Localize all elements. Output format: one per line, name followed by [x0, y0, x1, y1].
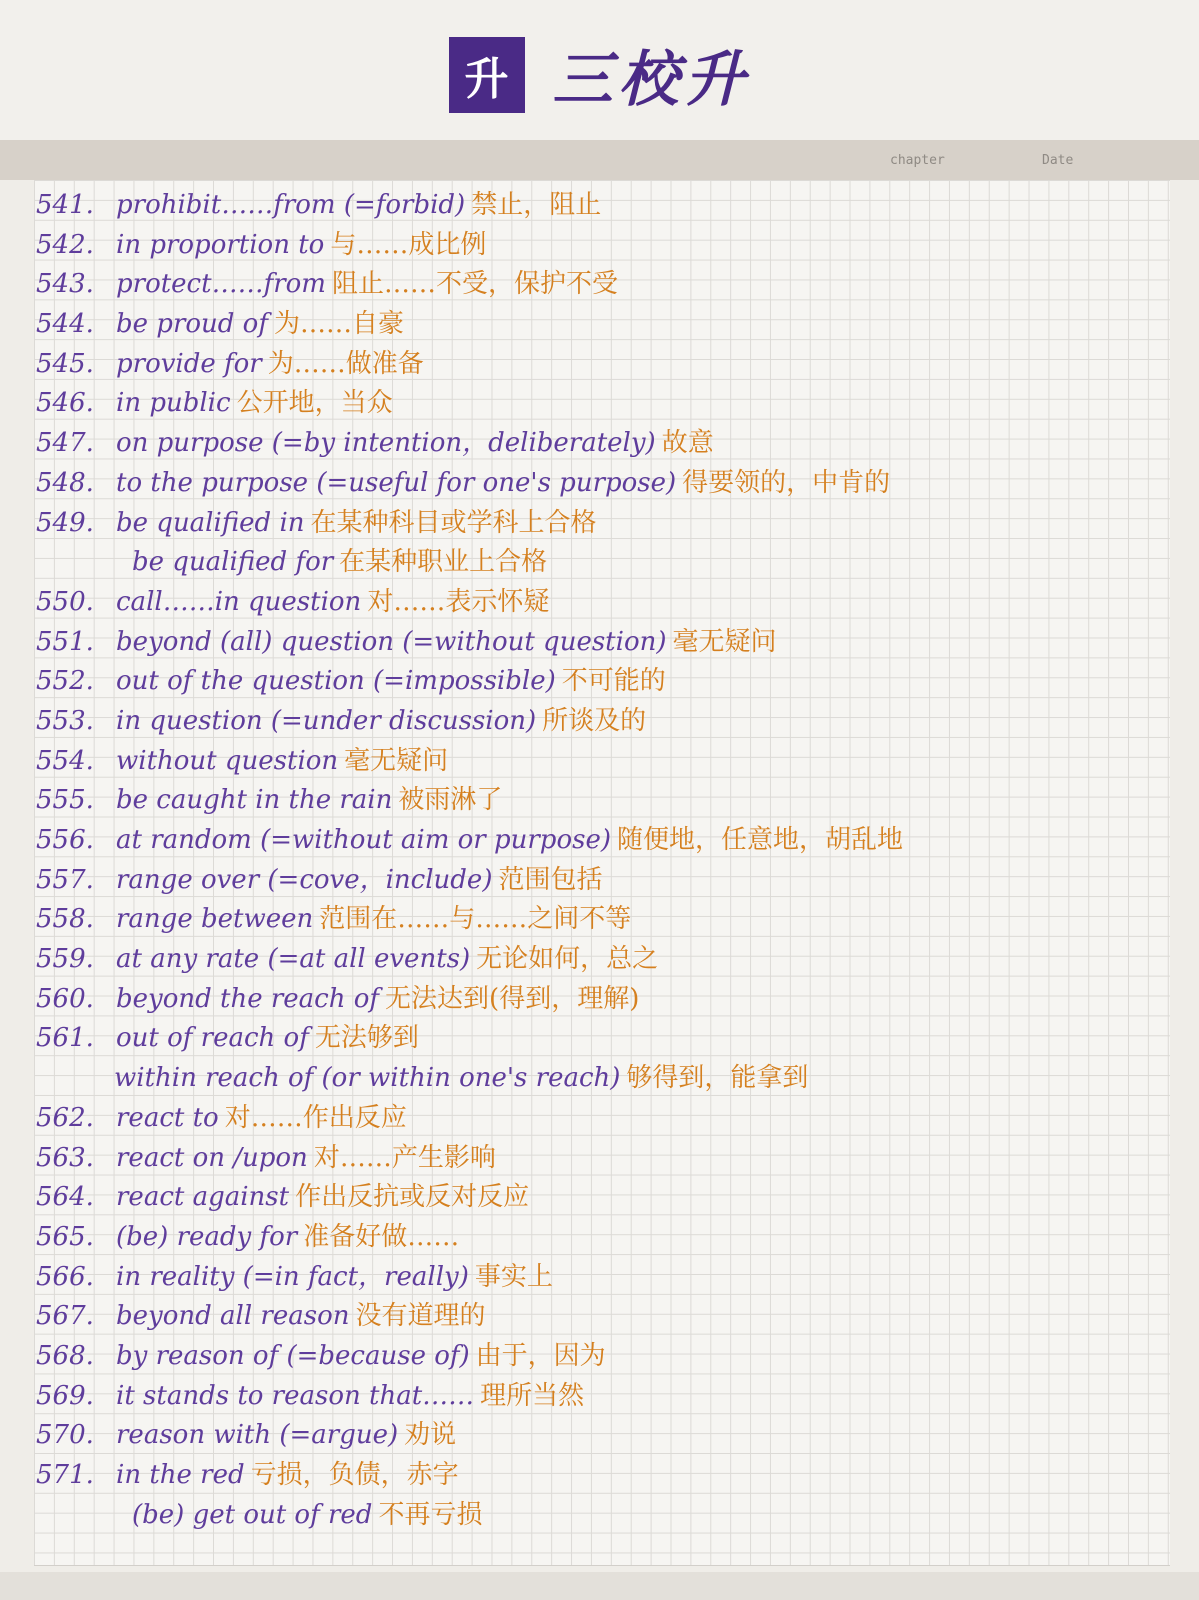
entry-number: 558.: [36, 904, 94, 935]
phrase-entry: [36, 742, 1166, 782]
entry-number: 561.: [36, 1023, 94, 1054]
english-phrase: prohibit……from (=forbid): [116, 190, 466, 220]
entry-number: 551.: [36, 626, 94, 657]
phrase-entry: [36, 1019, 1166, 1059]
chinese-meaning: 对……作出反应: [224, 1102, 407, 1133]
chinese-meaning: 与……成比例: [330, 229, 487, 260]
english-phrase: range over (=cove，include): [116, 864, 493, 895]
chinese-meaning: 准备好做……: [303, 1221, 460, 1252]
entry-number: 568.: [36, 1340, 94, 1371]
phrase-entry: [36, 1139, 1166, 1179]
english-phrase: in public: [116, 388, 231, 419]
english-phrase: protect……from: [116, 269, 326, 300]
chinese-meaning: 不可能的: [561, 666, 666, 697]
english-phrase: react against: [116, 1182, 290, 1213]
phrase-entry: [36, 980, 1166, 1020]
phrase-entry: [36, 1178, 1166, 1218]
chinese-meaning: 范围在……与……之间不等: [319, 904, 632, 935]
entry-number: 541.: [36, 190, 94, 220]
chinese-meaning: 没有道理的: [355, 1301, 486, 1332]
english-phrase: be proud of: [116, 309, 268, 340]
chinese-meaning: 得要领的，中肯的: [682, 467, 891, 498]
chinese-meaning: 无法够到: [314, 1023, 419, 1054]
entry-number: 567.: [36, 1301, 94, 1332]
phrase-entry: [36, 504, 1166, 544]
entry-number: 549.: [36, 507, 94, 538]
entry-number: 557.: [36, 864, 94, 895]
phrase-entry: [36, 226, 1166, 266]
entry-number: 552.: [36, 666, 94, 697]
logo-mark-icon: 升: [449, 37, 525, 113]
chinese-meaning: 公开地，当众: [236, 388, 393, 419]
chinese-meaning: 阻止……不受，保护不受: [331, 269, 618, 300]
english-phrase: range between: [116, 904, 314, 935]
phrase-entry: [36, 1297, 1166, 1337]
phrase-entry: [36, 424, 1166, 464]
english-phrase: at any rate (=at all events): [116, 944, 471, 975]
phrase-entry: [36, 940, 1166, 980]
phrase-entry: [36, 265, 1166, 305]
english-phrase: provide for: [116, 348, 262, 379]
phrase-entry: [36, 583, 1166, 623]
english-phrase: beyond the reach of: [116, 983, 380, 1014]
entry-number: 564.: [36, 1182, 94, 1213]
entry-number: 555.: [36, 785, 94, 816]
chinese-meaning: 被雨淋了: [398, 785, 503, 816]
english-phrase: it stands to reason that……: [116, 1380, 475, 1411]
entry-number: 550.: [36, 586, 94, 617]
phrase-entry: [36, 1337, 1166, 1377]
phrase-entry: [36, 821, 1166, 861]
chinese-meaning: 事实上: [474, 1261, 553, 1292]
phrase-entry: [36, 861, 1166, 901]
chinese-meaning: 为……自豪: [273, 309, 404, 340]
phrase-entry: [36, 186, 1166, 226]
chinese-meaning: 对……表示怀疑: [367, 586, 550, 617]
brand-name: 三校升: [552, 45, 751, 115]
entry-number: 546.: [36, 388, 94, 419]
english-phrase: beyond all reason: [116, 1301, 350, 1332]
english-phrase: in question (=under discussion): [116, 705, 537, 736]
chinese-meaning: 作出反抗或反对反应: [295, 1182, 530, 1213]
entry-number: 556.: [36, 825, 94, 855]
english-phrase: (be) ready for: [116, 1221, 298, 1252]
english-phrase: to the purpose (=useful for one's purpose): [116, 467, 677, 498]
english-phrase: at random (=without aim or purpose): [116, 825, 611, 855]
chinese-meaning: 理所当然: [480, 1380, 585, 1411]
entry-number: 566.: [36, 1261, 94, 1292]
phrase-entry: [36, 464, 1166, 504]
chinese-meaning: 亏损，负债，赤字: [250, 1460, 459, 1490]
chinese-meaning: 不再亏损: [378, 1499, 483, 1530]
header: [0, 0, 1199, 140]
entry-number: 547.: [36, 428, 94, 459]
phrase-entry: [36, 1377, 1166, 1417]
phrase-entry: [36, 1218, 1166, 1258]
english-phrase: in reality (=in fact，really): [116, 1261, 469, 1292]
phrase-entry: [36, 1059, 1166, 1099]
entry-number: 562.: [36, 1102, 94, 1133]
english-phrase: out of reach of: [116, 1023, 309, 1054]
english-phrase: in proportion to: [116, 229, 325, 260]
english-phrase: beyond (all) question (=without question): [116, 626, 667, 657]
phrase-entry: [36, 1258, 1166, 1298]
chinese-meaning: 毫无疑问: [344, 745, 449, 776]
entry-number: 563.: [36, 1142, 94, 1173]
english-phrase: by reason of (=because of): [116, 1340, 470, 1371]
phrase-entry: [36, 543, 1166, 583]
entry-number: 545.: [36, 348, 94, 379]
phrase-list: [36, 186, 1166, 1535]
chinese-meaning: 无法达到(得到，理解): [385, 983, 640, 1014]
chinese-meaning: 由于，因为: [475, 1340, 606, 1371]
entry-number: 560.: [36, 983, 94, 1014]
phrase-entry: [36, 662, 1166, 702]
phrase-entry: [36, 1496, 1166, 1536]
date-label: Date: [1042, 153, 1074, 168]
english-phrase: call……in question: [116, 586, 362, 617]
phrase-entry: [36, 305, 1166, 345]
english-phrase: out of the question (=impossible): [116, 666, 556, 697]
english-phrase: in the red: [116, 1460, 245, 1490]
english-phrase: (be) get out of red: [132, 1499, 373, 1530]
chinese-meaning: 毫无疑问: [672, 626, 777, 657]
entry-number: 544.: [36, 309, 94, 340]
phrase-entry: [36, 702, 1166, 742]
phrase-entry: [36, 384, 1166, 424]
entry-number: 542.: [36, 229, 94, 260]
phrase-entry: [36, 1456, 1166, 1496]
chinese-meaning: 所谈及的: [542, 705, 647, 736]
chinese-meaning: 劝说: [404, 1420, 457, 1451]
brand-logo: [449, 32, 751, 118]
english-phrase: on purpose (=by intention，deliberately): [116, 428, 656, 459]
entry-number: 570.: [36, 1420, 94, 1451]
footer-band: [0, 1572, 1199, 1600]
english-phrase: reason with (=argue): [116, 1420, 399, 1451]
chinese-meaning: 故意: [661, 428, 714, 459]
entry-number: 548.: [36, 467, 94, 498]
english-phrase: within reach of (or within one's reach): [114, 1063, 621, 1094]
english-phrase: be caught in the rain: [116, 785, 393, 816]
chinese-meaning: 够得到，能拿到: [626, 1063, 809, 1094]
entry-number: 543.: [36, 269, 94, 300]
english-phrase: be qualified in: [116, 507, 305, 538]
chinese-meaning: 在某种职业上合格: [339, 547, 548, 578]
entry-number: 565.: [36, 1221, 94, 1252]
english-phrase: react to: [116, 1102, 219, 1133]
english-phrase: without question: [116, 745, 339, 776]
phrase-entry: [36, 623, 1166, 663]
entry-number: 571.: [36, 1460, 94, 1490]
chinese-meaning: 在某种科目或学科上合格: [310, 507, 597, 538]
chapter-label: chapter: [890, 153, 945, 168]
chinese-meaning: 禁止，阻止: [471, 190, 602, 220]
notebook-header-band: [0, 140, 1199, 180]
chinese-meaning: 无论如何，总之: [476, 944, 659, 975]
chinese-meaning: 为……做准备: [267, 348, 424, 379]
phrase-entry: [36, 781, 1166, 821]
entry-number: 559.: [36, 944, 94, 975]
english-phrase: react on /upon: [116, 1142, 308, 1173]
phrase-entry: [36, 345, 1166, 385]
chinese-meaning: 随便地，任意地，胡乱地: [616, 825, 903, 855]
chinese-meaning: 范围包括: [498, 864, 603, 895]
entry-number: 553.: [36, 705, 94, 736]
phrase-entry: [36, 900, 1166, 940]
english-phrase: be qualified for: [132, 547, 334, 578]
entry-number: 569.: [36, 1380, 94, 1411]
chinese-meaning: 对……产生影响: [313, 1142, 496, 1173]
entry-number: 554.: [36, 745, 94, 776]
phrase-entry: [36, 1416, 1166, 1456]
phrase-entry: [36, 1099, 1166, 1139]
